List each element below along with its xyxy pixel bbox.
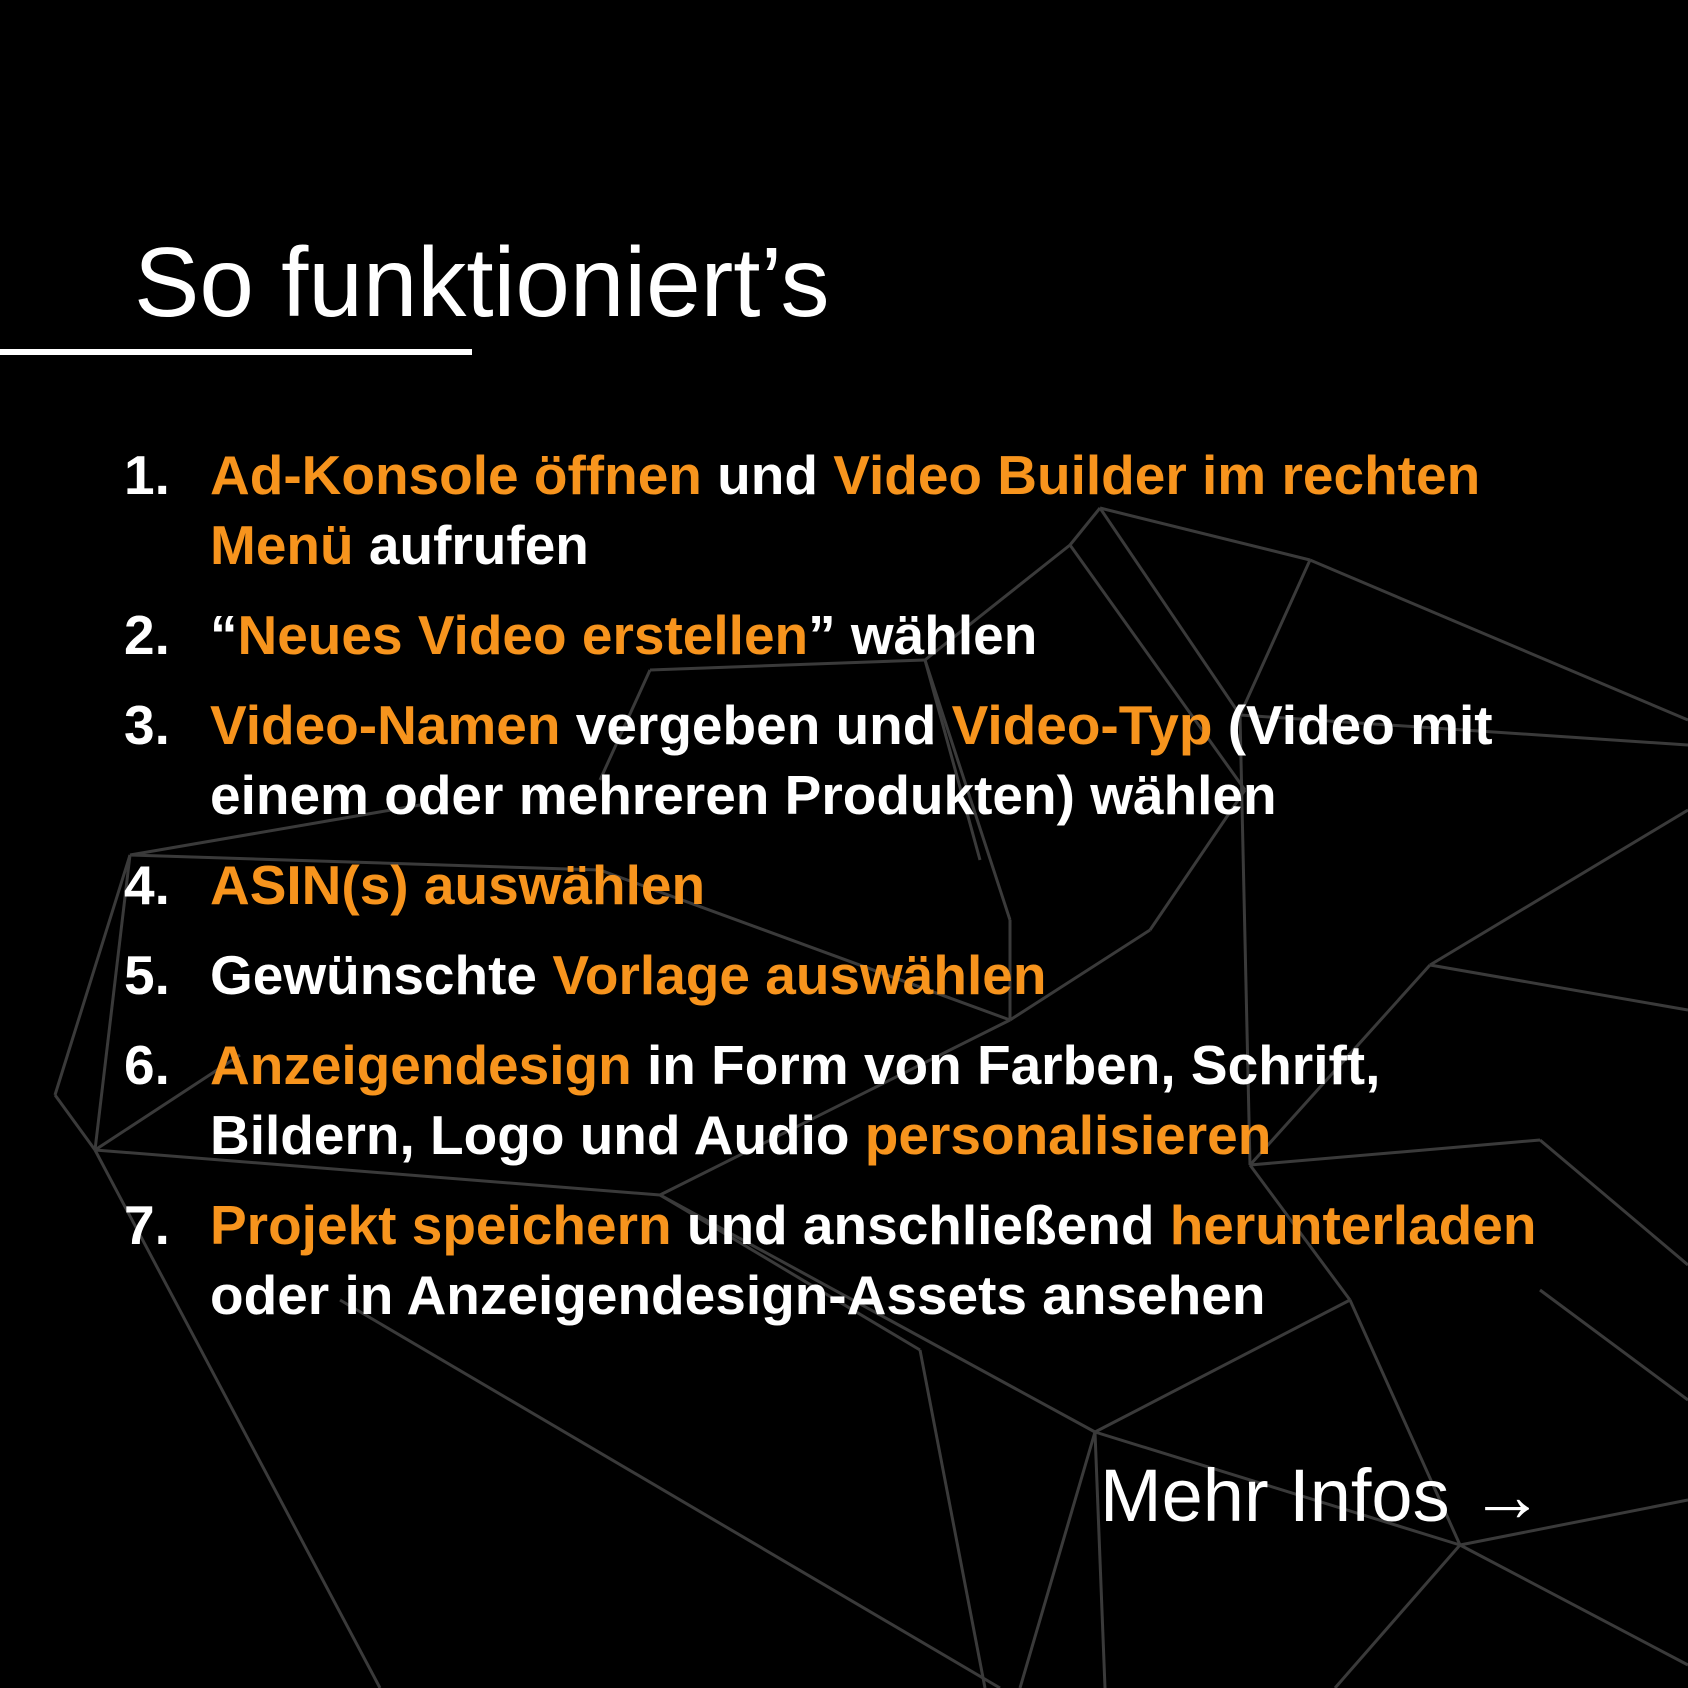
step-text-line xyxy=(210,440,1584,510)
step-item xyxy=(124,690,1584,830)
step-number: 6. xyxy=(124,1034,170,1096)
step-text-line xyxy=(210,760,1584,830)
highlighted-text: Video Builder im rechten xyxy=(833,444,1481,506)
step-text: “ xyxy=(210,604,238,666)
step-item xyxy=(124,940,1584,1010)
step-text: aufrufen xyxy=(353,514,589,576)
highlighted-text: ASIN(s) auswählen xyxy=(210,854,706,916)
step-text: (Video mit xyxy=(1212,694,1493,756)
highlighted-text: Menü xyxy=(210,514,354,576)
step-item xyxy=(124,1190,1584,1330)
step-text: ” wählen xyxy=(808,604,1038,666)
step-text-line xyxy=(210,1190,1584,1260)
title-underline xyxy=(0,349,472,355)
highlighted-text: personalisieren xyxy=(864,1104,1272,1166)
step-number: 3. xyxy=(124,694,170,756)
step-number: 7. xyxy=(124,1194,170,1256)
step-item xyxy=(124,440,1584,580)
step-text-line xyxy=(210,1260,1584,1330)
step-item xyxy=(124,850,1584,920)
highlighted-text: Video-Typ xyxy=(951,694,1213,756)
right-arrow-icon: → xyxy=(1470,1454,1545,1537)
step-text-line xyxy=(210,940,1584,1010)
step-number: 1. xyxy=(124,444,170,506)
mehr-infos-link[interactable] xyxy=(1100,1452,1544,1541)
step-text: Bildern, Logo und Audio xyxy=(210,1104,865,1166)
highlighted-text: herunterladen xyxy=(1169,1194,1537,1256)
step-text-line xyxy=(210,690,1584,760)
step-item xyxy=(124,1030,1584,1170)
mehr-infos-label: Mehr Infos xyxy=(1100,1454,1450,1537)
highlighted-text: Video-Namen xyxy=(210,694,561,756)
step-number: 4. xyxy=(124,854,170,916)
step-text-line xyxy=(210,510,1584,580)
step-item xyxy=(124,600,1584,670)
highlighted-text: Ad-Konsole öffnen xyxy=(210,444,702,506)
step-text: Gewünschte xyxy=(210,944,553,1006)
step-text-line xyxy=(210,1100,1584,1170)
step-text-line xyxy=(210,850,1584,920)
step-text: einem oder mehreren Produkten) wählen xyxy=(210,764,1277,826)
highlighted-text: Neues Video erstellen xyxy=(237,604,809,666)
step-text: vergeben und xyxy=(560,694,952,756)
step-number: 5. xyxy=(124,944,170,1006)
page-title: So funktioniert’s xyxy=(134,227,830,337)
step-text: in Form von Farben, Schrift, xyxy=(631,1034,1381,1096)
step-text-line xyxy=(210,600,1584,670)
steps-list xyxy=(124,440,1584,1350)
step-text: oder in Anzeigendesign-Assets ansehen xyxy=(210,1264,1266,1326)
step-text: und xyxy=(701,444,834,506)
step-text: und anschließend xyxy=(671,1194,1170,1256)
highlighted-text: Projekt speichern xyxy=(210,1194,672,1256)
highlighted-text: Anzeigendesign xyxy=(210,1034,632,1096)
step-text-line xyxy=(210,1030,1584,1100)
step-number: 2. xyxy=(124,604,170,666)
highlighted-text: Vorlage auswählen xyxy=(552,944,1047,1006)
